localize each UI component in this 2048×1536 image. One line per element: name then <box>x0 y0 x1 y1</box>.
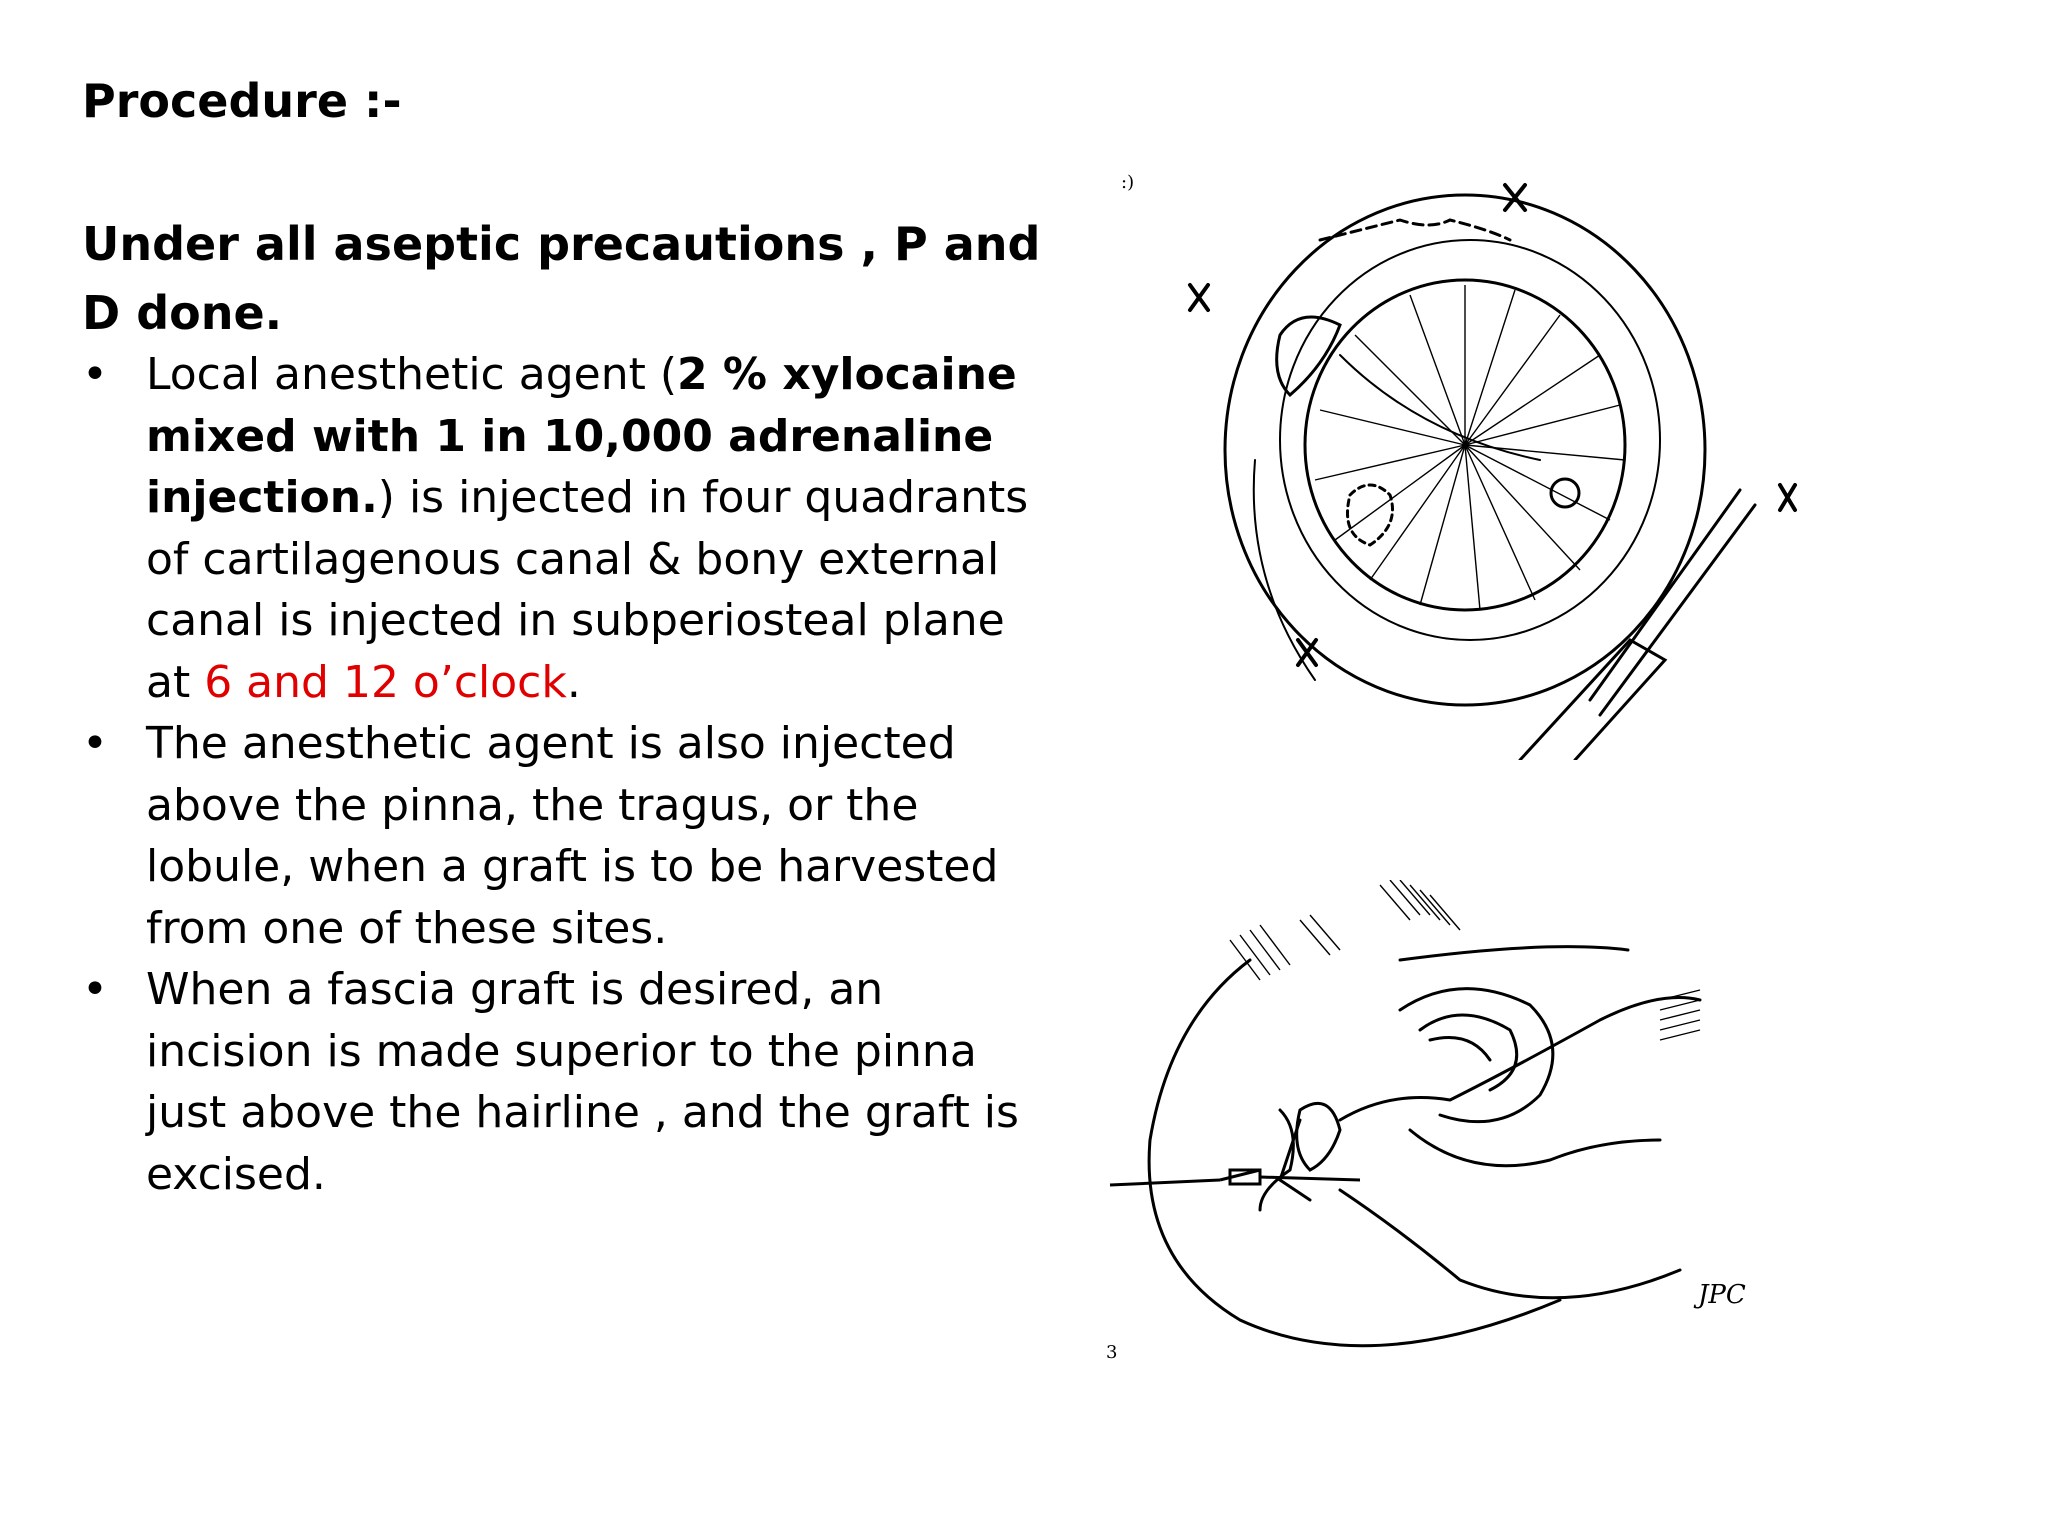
bullet-1-mid: ) is injected in four quadrants of cartilagenous canal & bony external canal is injected in subperiosteal plane at <box>146 472 1029 708</box>
bullet-3-text: When a fascia graft is desired, an incision is made superior to the pinna just above the hairline , and the graft is excised. <box>146 964 1019 1200</box>
ear-canal-injection-illustration <box>1120 160 1820 760</box>
illustrator-signature: JPC <box>1698 1280 1746 1310</box>
bullet-glyph: • <box>82 349 108 400</box>
bullet-item-2 <box>82 713 1062 959</box>
bullet-glyph: • <box>82 718 108 769</box>
bullet-1-bold: 2 % xylocaine mixed with 1 in 10,000 adrenaline injection. <box>146 349 1017 523</box>
fascia-graft-illustration <box>1100 880 1800 1380</box>
bullet-1-post: . <box>566 656 581 708</box>
slide-title: Procedure :- <box>82 74 402 128</box>
bullet-2-text: The anesthetic agent is also injected above the pinna, the tragus, or the lobule, when a graft is to be harvested from one of these sites. <box>146 718 999 954</box>
slide-subtitle: Under all aseptic precautions , P and D done. <box>82 217 1041 340</box>
bullet-item-1 <box>82 344 1062 713</box>
bullet-1-pre: Local anesthetic agent ( <box>146 349 677 400</box>
bullet-1-highlight: 6 and 12 o’clock <box>204 656 567 708</box>
bullet-list <box>82 344 1062 1205</box>
figure-label-bottom: 3 <box>1106 1342 1118 1363</box>
figure-label-top: :) <box>1121 172 1135 193</box>
bullet-glyph: • <box>82 964 108 1015</box>
bullet-item-3 <box>82 959 1062 1205</box>
